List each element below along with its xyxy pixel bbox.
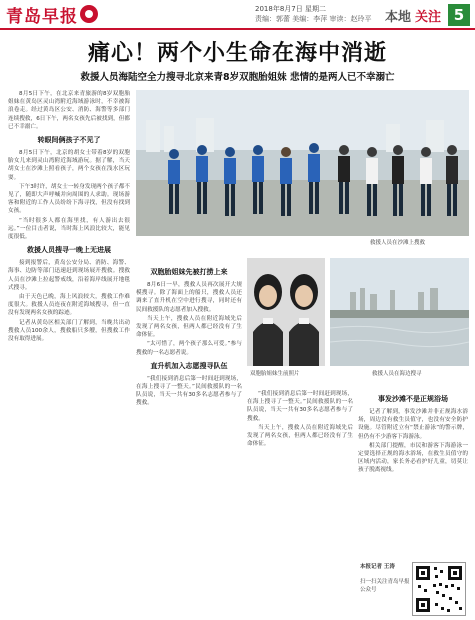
section-heading-4: 直升机加入志愿搜寻队伍 xyxy=(150,361,228,370)
text-column-3 xyxy=(247,390,353,614)
coastline-illustration xyxy=(330,258,469,366)
paragraph: 当天上午，搜救人员在附近海域先后发现了两名女孩，但两人都已经没有了生命体征。 xyxy=(136,315,242,339)
section-heading-3: 双胞胎姐妹先被打捞上来 xyxy=(150,268,228,276)
paragraph: 8月5日下午，北京的胡女士带着8岁的双胞胎女儿来到灵山湾附近海域游玩。据了解，当天胡女士在沙滩上照看孩子，两个女孩在浅水区玩耍。 xyxy=(8,150,130,181)
section-heading-5: 事发沙滩不是正规浴场 xyxy=(378,395,448,403)
rescue-team-illustration xyxy=(136,90,469,236)
main-photo-caption: 救援人员在沙滩上搜救 xyxy=(370,240,426,246)
paragraph: 当天上午，搜救人员在附近海域先后发现了两名女孩，但两人都已经没有了生命体征。 xyxy=(247,424,353,448)
section-title xyxy=(385,6,441,25)
article-subhead: 救援人员海陆空全力搜寻北京来青8岁双胞胎姐妹 悲情的是两人已不幸溺亡 xyxy=(80,72,395,83)
logo-wordmark: 青岛早报 xyxy=(6,6,78,27)
section-heading-1: 转眼间俩孩子不见了 xyxy=(37,136,101,145)
paragraph: 8月6日一早，搜救人员再次展开大规模搜寻。除了海面上的船只，搜救人员还调来了直升机在空中进行搜寻，同时还有民间救援队的志愿者加入搜救。 xyxy=(136,282,242,313)
page-number: 5 xyxy=(448,4,470,26)
issue-meta xyxy=(255,4,371,24)
article-lead: 8月5日下午，在北京来青旅游的8岁双胞胎姐妹在黄岛区灵山湾附近海域游泳时，不幸被海浪卷走。经过黄岛区公安、消防、海警等多部门连续搜救，6日下午，两名女孩先后被找到，但都已不幸溺亡。 xyxy=(8,91,130,130)
paragraph: 记者从黄岛区相关部门了解到，当晚共出动搜救人员100余人，搜救船只多艘，但搜救工作没有取得进展。 xyxy=(8,319,130,343)
paragraph: 相关部门提醒，市民和游客下海游泳一定要选择正规的海水浴场，在救生员值守的区域内活动，家长务必看护好儿童，切莫让孩子脱离视线。 xyxy=(358,442,468,474)
paragraph: 记者了解到，事发沙滩并非正规海水浴场，周边没有救生员值守，也没有安全防护设施。尽管附近立有“禁止游泳”的警示牌，但仍有不少游客下海游泳。 xyxy=(358,409,468,440)
text-column-4 xyxy=(358,390,468,570)
rescue-team-photo xyxy=(136,90,469,236)
paragraph: “当时很多人都在海里找，有人游出去很远。”一位目击者说，当时海上风浪比较大，能见度很低。 xyxy=(8,217,130,241)
newspaper-logo xyxy=(6,2,98,26)
article-byline: 本报记者 王涛 xyxy=(360,564,395,570)
text-column-2 xyxy=(136,263,242,614)
twins-photo xyxy=(247,258,325,366)
masthead xyxy=(0,0,475,30)
paragraph: “太可惜了，两个孩子那么可爱。”参与搜救的一名志愿者说。 xyxy=(136,341,242,356)
twins-illustration xyxy=(247,258,325,366)
logo-seal-icon xyxy=(80,5,98,23)
editor-credits: 责编：郭蕾 美编：李萍 审读：赵玲平 xyxy=(255,15,372,23)
text-column-1 xyxy=(8,90,130,614)
coastline-photo-caption: 救援人员在海边搜寻 xyxy=(372,371,422,377)
paragraph: 接到报警后，黄岛公安分局、消防、海警、海事、边防等部门迅速赶到现场展开搜救。搜救人员在沙滩上拉起警戒线，沿着海岸线展开地毯式搜寻。 xyxy=(8,260,130,291)
qr-code-note: 扫一扫关注青岛早报公众号 xyxy=(360,579,410,593)
twins-photo-caption: 双胞胎姐妹生前照片 xyxy=(250,371,300,377)
article-headline: 痛心！两个小生命在海中消逝 xyxy=(87,41,387,66)
paragraph: “我们接到消息后第一时间赶到现场，在海上搜寻了一整天。”民间救援队的一名队员说，当天一共有30多名志愿者参与了搜救。 xyxy=(136,375,242,407)
issue-date: 2018年8月7日 星期二 xyxy=(255,5,326,13)
paragraph: 由于天色已晚，海上风浪较大，搜救工作难度很大。救援人员连夜在附近海域搜寻，但一直没有发现两名女孩的踪迹。 xyxy=(8,294,130,317)
qr-code-icon xyxy=(413,563,465,615)
section-title-right: 关注 xyxy=(415,10,442,25)
section-heading-2: 救援人员搜寻一晚上无进展 xyxy=(27,246,111,255)
qr-code[interactable] xyxy=(412,562,466,616)
paragraph: “我们接到消息后第一时间赶到现场，在海上搜寻了一整天。”民间救援队的一名队员说，当天一共有30多名志愿者参与了搜救。 xyxy=(247,391,353,422)
coastline-search-photo xyxy=(330,258,469,366)
paragraph: 下午3时许，胡女士一转身发现两个孩子都不见了，随即大声呼喊并向周围的人求助。现场游客和附近的工作人员纷纷下海寻找，但没有找到女孩。 xyxy=(8,183,130,215)
section-title-left: 本地 xyxy=(385,10,412,25)
